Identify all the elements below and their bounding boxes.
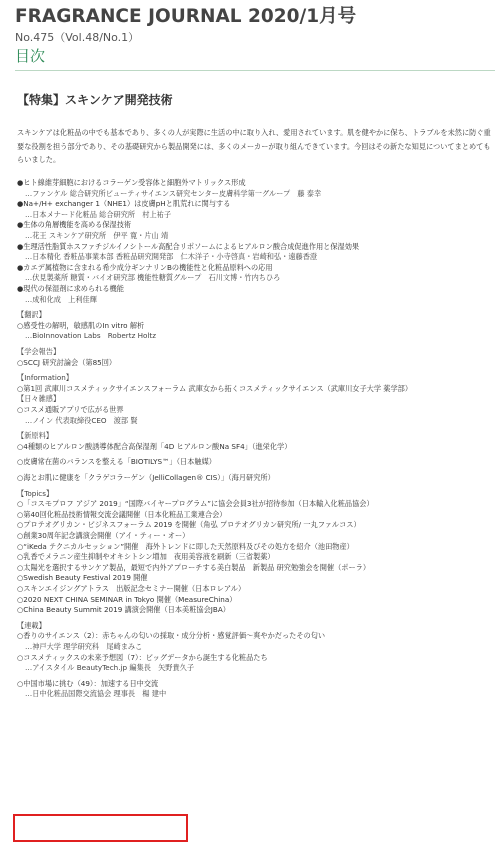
toc-item: ●Na+/H+ exchanger 1（NHE1）は皮膚pHと肌荒れに関与する (17, 199, 231, 209)
issue-number: No.475（Vol.48/No.1） (15, 31, 140, 44)
toc-item: ●カエデ属植物に含まれる希少成分ギンナリンBの機能性と化粧品原料への応用 (17, 262, 273, 272)
toc-item: ●生理活性脂質ホスファチジルイノシトール高配合リポソームによるヒアルロン酸合成促進作用と保湿効果 (17, 241, 360, 251)
author-line: …日本メナード化粧品 総合研究所 村上祐子 (25, 209, 172, 219)
toc-item: ○China Beauty Summit 2019 講演会開催（日本美粧協会JBA） (17, 605, 230, 615)
toc-item: ○2020 NEXT CHINA SEMINAR in Tokyo 開催（MeasureChina） (17, 594, 237, 604)
toc-item: ○4種類のヒアルロン酸誘導体配合高保湿剤「4D ヒアルロン酸Na SF4」（進栄化学） (17, 441, 292, 451)
toc-item: ○コスメティックスの未来予想図（7）：ビッグデータから誕生する化粧品たち (17, 652, 268, 662)
toc-item: ○“iKeda テクニカルセッション”開催 海外トレンドに即した天然原料及びその処方を紹介（池田物産） (17, 541, 354, 551)
author-line: …伏見製薬所 糖質・バイオ研究部 機能性糖質グループ 石川文博・竹内ちひろ (25, 273, 281, 283)
author-line: …アイスタイル BeautyTech.jp 編集長 矢野貴久子 (25, 663, 195, 673)
section-heading: 【Information】 (17, 373, 73, 383)
section-heading: 【翻訳】 (17, 310, 46, 320)
toc-item: ○香りのサイエンス（2）：赤ちゃんの匂いの採取・成分分析・感覚評価〜爽やかだったその匂い (17, 631, 326, 641)
toc-item: ○スキンエイジングアトラス 出版記念セミナー開催（日本ロレアル） (17, 584, 246, 593)
section-heading: 【Topics】 (17, 488, 54, 498)
section-heading: 【連載】 (17, 620, 46, 630)
toc-item: ○感受性の解明，敏感肌のIn vitro 解析 (17, 320, 145, 330)
toc-heading: 目次 (15, 47, 46, 65)
toc-item: ○SCCJ 研究討論会（第85回） (17, 357, 117, 367)
toc-item: ○創業30周年記念講演会開催（アイ・ティー・オー） (17, 531, 190, 540)
toc-item: ○第1回 武庫川コスメティックサイエンスフォーラム 武庫女から拓くコスメティックサイエンス（武庫川女子大学 薬学部） (17, 383, 413, 393)
highlight-box (13, 814, 188, 842)
section-heading: 【新原料】 (17, 431, 53, 441)
feature-title: 【特集】スキンケア開発技術 (17, 93, 173, 107)
heading-divider (15, 70, 495, 71)
feature-intro: スキンケアは化粧品の中でも基本であり、多くの人が実際に生活の中に取り入れ、愛用されています。肌を健やかに保ち、トラブルを未然に防ぐ重要な役割を担う部分であり、その基礎研究から製品開発には、多くのメーカーが取り組んできています。今回はその新たな知見についてまとめてもらいました。 (17, 128, 491, 164)
author-line: …成和化成 上利佳輝 (25, 294, 97, 304)
toc-item: ○中国市場に挑む（49）：加速する日中交流 (17, 678, 159, 688)
toc-item: ○コスメ通販アプリで広がる世界 (17, 405, 124, 414)
toc-item: ○Swedish Beauty Festival 2019 開催 (17, 573, 148, 583)
author-line: …日中化粧品国際交流協会 理事長 楊 建中 (25, 689, 167, 699)
section-heading: 【学会報告】 (17, 347, 61, 356)
author-line: …花王 スキンケア研究所 伊平 寛・片山 靖 (25, 231, 169, 240)
toc-item: ○第40回化粧品技術情報交流会議開催（日本化粧品工業連合会） (17, 509, 227, 519)
author-line: …神戸大学 理学研究科 尾崎まみこ (25, 642, 143, 651)
toc-item: ●ヒト線維芽細胞におけるコラーゲン受容体と細胞外マトリックス形成 (17, 178, 246, 187)
author-line: …ノイン 代表取締役CEO 渡部 賢 (25, 415, 138, 425)
toc-item: ○乳香でメラニン産生抑制やオキシトシン増加 夜用美容液を刷新（三省製薬） (17, 552, 275, 562)
toc-item: ●生体の角層機能を高める保湿技術 (17, 220, 132, 230)
toc-item: ●現代の保湿剤に求められる機能 (17, 284, 124, 293)
toc-item: ○「コスモプロフ アジア 2019」“国際バイヤープログラム”に協会会員3社が招待参加（日本輸入化粧品協会） (17, 499, 374, 509)
toc-item: ○プロテオグリカン・ビジネスフォーラム 2019 を開催（角弘 プロテオグリカン研究所/ 一丸ファルコス） (17, 520, 361, 530)
author-line: …ファンケル 総合研究所ビューティサイエンス研究センター皮膚科学第一グループ 藤 泰幸 (25, 188, 322, 198)
toc-item: ○海とお肌に健康を「クラゲコラーゲン（JelliCollagen® CIS）」（海月研究所） (17, 473, 275, 482)
author-line: …日本精化 香粧品事業本部 香粧品研究開発部 仁木洋子・小寺啓真・岩崎和弘・遠藤香澄 (25, 252, 318, 262)
toc-item: ○太陽光を選択するサンケア製品，最短で内外アプローチする美白製品 新製品 研究勉強会を開催（ポーラ） (17, 562, 371, 572)
author-line: …BioInnovation Labs Robertz Holtz (25, 331, 157, 341)
journal-title: FRAGRANCE JOURNAL 2020/1月号 (15, 6, 357, 27)
section-heading: 【日々雑感】 (17, 394, 61, 404)
toc-item: ○皮膚常在菌のバランスを整える「BIOTILYS™」（日本触媒） (17, 457, 216, 467)
